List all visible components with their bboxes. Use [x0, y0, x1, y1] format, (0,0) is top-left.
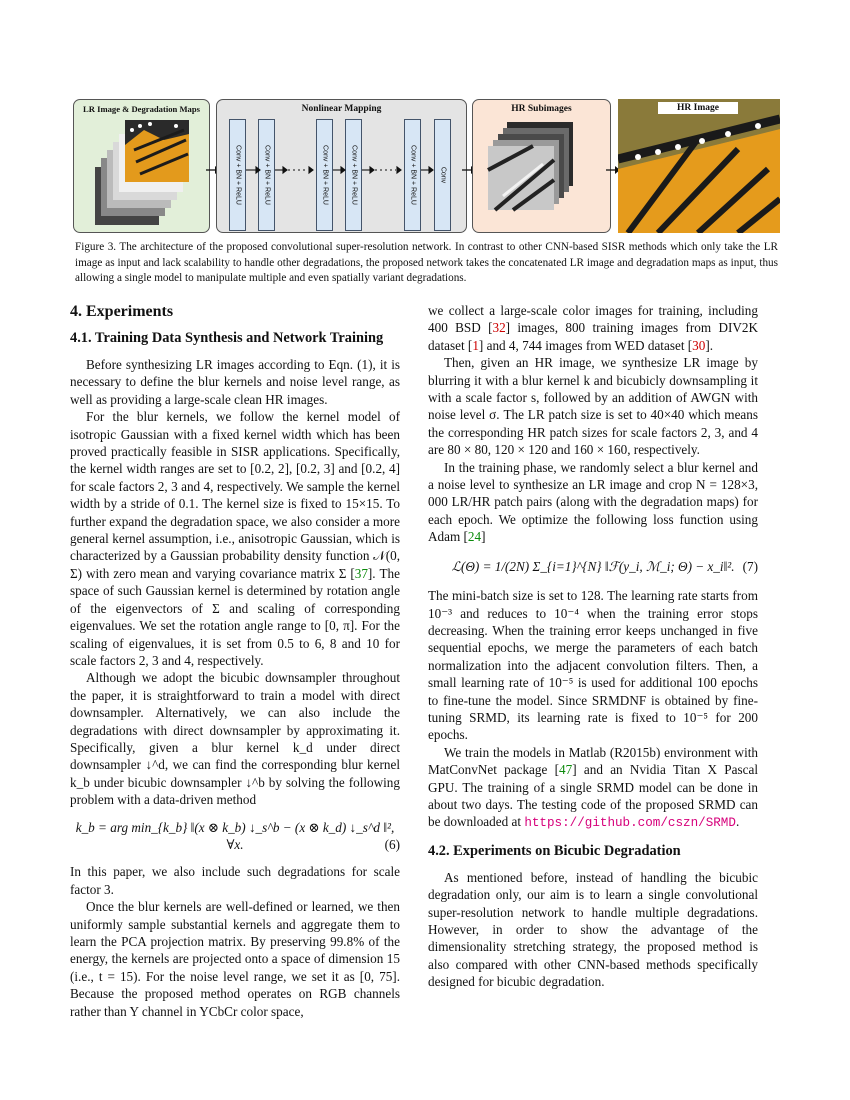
citation-link[interactable]: 1 — [472, 337, 479, 353]
panel-lr-title: LR Image & Degradation Maps — [83, 104, 200, 114]
section-heading-experiments: 4. Experiments — [70, 303, 174, 320]
degradation-map-stack — [74, 100, 211, 234]
paragraph: Then, given an HR image, we synthesize LR image by blurring it with a blur kernel k and bicubicly downsampling it with a scale factor s, followed by an addition of AWGN with noise level σ. The LR patch size is set to 40×40 which means the corresponding HR patch sizes for scale factors 2, 3, and 4 are 80 × 80, 120 × 120 and 160 × 160, respectively. — [428, 355, 758, 458]
hr-image-butterfly — [618, 99, 780, 233]
citation-link[interactable]: 37 — [354, 565, 368, 581]
code-url-link[interactable]: https://github.com/cszn/SRMD — [524, 816, 736, 831]
left-column — [70, 302, 400, 1020]
paragraph-implementation: We train the models in Matlab (R2015b) environment with MatConvNet package [47] and an Nvidia Titan X Pascal GPU. The training of a single SRMD model can be done in about two days. The testing code of the proposed SRMD can be downloaded at https://github.com/cszn/SRMD. — [428, 744, 758, 831]
right-column — [428, 302, 758, 991]
paragraph: The mini-batch size is set to 128. The learning rate starts from 10⁻³ and reduces to 10⁻⁴ when the training error stops decreasing. When the training error keeps unchanged in five sequential epochs, we merge the parameters of each batch normalization into the adjacent convolution filters. Then, a small learning rate of 10⁻⁵ is used for additional 100 epochs to fine-tune the model. Since SRMDNF is obtained by fine-tuning SRMD, its learning rate is fixed to 10⁻⁵ for 200 epochs. — [428, 588, 758, 743]
conv-block-2: Conv + BN + ReLU — [258, 119, 275, 231]
citation-link[interactable]: 24 — [467, 529, 482, 545]
citation-link[interactable]: 47 — [559, 762, 573, 778]
paragraph-training-phase: In the training phase, we randomly select a blur kernel and a noise level to synthesize an LR image and crop N = 128×3, 000 LR/HR patch pairs (along with the degradation maps) for each epoch. We optimize the following loss function using Adam [24] — [428, 459, 758, 545]
conv-block-3: Conv + BN + ReLU — [316, 119, 333, 231]
subsection-heading-bicubic: 4.2. Experiments on Bicubic Degradation — [428, 842, 681, 859]
conv-block-5: Conv + BN + ReLU — [404, 119, 421, 231]
paragraph: As mentioned before, instead of handling the bicubic degradation only, our aim is to learn a single convolutional super-resolution network to handle multiple degradations. However, in order to show the advantage of the dimensionality stretching strategy, the proposed method is also compared with other CNN-based methods specifically designed for bicubic degradation. — [428, 869, 758, 990]
panel-hr-image — [618, 99, 780, 233]
equation-7: ℒ(Θ) = 1/(2N) Σ_{i=1}^{N} ‖ℱ(y_i, ℳ_i; Θ) − x_i‖². (7) — [451, 558, 758, 574]
conv-block-1: Conv + BN + ReLU — [229, 119, 246, 231]
equation-number: (6) — [384, 836, 400, 852]
paragraph-datasets: we collect a large-scale color images for training, including 400 BSD [32] images, 800 training images from DIV2K dataset [1] and 4, 744 images from WED dataset [30]. — [428, 303, 759, 353]
equation-number: (7) — [742, 558, 758, 574]
figure-caption: Figure 3. The architecture of the proposed convolutional super-resolution network. In contrast to other CNN-based SISR methods which only take the LR image as input and lack scalability to handle other degradations, the proposed network takes the concatenated LR image and degradation maps as input, thus allowing a single model to manipulate multiple and even spatially variant degradations. — [75, 241, 778, 285]
paragraph: Although we adopt the bicubic downsampler throughout the paper, it is straightforward to train a model with direct downsampler. Alternatively, we can also include the degradations with direct downsampler by approximating it. Specifically, given a blur kernel k_d under direct downsampler ↓^d, we can find the corresponding blur kernel k_b under bicubic downsampler ↓^b by solving the following problem with a data-driven method — [70, 670, 400, 808]
panel-lr-image — [73, 99, 210, 233]
conv-connectors — [216, 160, 467, 180]
hr-subimage-stack — [473, 100, 612, 234]
paragraph-blur-kernels: For the blur kernels, we follow the kernel model of isotropic Gaussian with a fixed kernel width which has been proved practically feasible in SISR applications. Specifically, the kernel width ranges are set to [0.2, 2], [0.2, 3] and [0.2, 4] for scale factors 2, 3 and 4, respectively. We sample the kernel width by a stride of 0.1. The kernel size is fixed to 15×15. To further expand the degradation space, we also consider a more general kernel assumption, i.e., anisotropic Gaussian, which is characterized by a Gaussian probability density function 𝒩(0, Σ) with zero mean and varying covariance matrix Σ [37]. The space of such Gaussian kernel is determined by rotation angle of the eigenvectors of Σ and scaling of corresponding eigenvalues. We set the rotation angle range to [0, π]. For the scaling of eigenvalues, it is set from 0.5 to 6, 8 and 10 for scale factors 2, 3 and 4, respectively. — [70, 409, 400, 668]
paragraph: Before synthesizing LR images according to Eqn. (1), it is necessary to define the blur kernels and noise level range, as well as providing a large-scale clean HR images. — [70, 357, 400, 407]
panel-hr-title: HR Image — [658, 102, 738, 114]
panel-nm-title: Nonlinear Mapping — [301, 104, 382, 114]
citation-link[interactable]: 30 — [692, 337, 706, 353]
panel-sub-title: HR Subimages — [511, 104, 572, 114]
equation-6: k_b = arg min_{k_b} ‖(x ⊗ k_b) ↓_s^b − (x ⊗ k_d) ↓_s^d ‖², ∀x. (6) — [75, 819, 400, 852]
subsection-heading-training: 4.1. Training Data Synthesis and Network Training — [70, 330, 384, 346]
paragraph: In this paper, we also include such degradations for scale factor 3. — [70, 864, 400, 897]
conv-block-final: Conv — [434, 119, 451, 231]
citation-link[interactable]: 32 — [492, 320, 506, 336]
panel-hr-subimages — [472, 99, 611, 233]
paragraph: Once the blur kernels are well-defined or learned, we then uniformly sample substantial kernels and aggregate them to learn the PCA projection matrix. By preserving 99.8% of the energy, the kernels are projected onto a space of dimension 15 (i.e., t = 15). For the noise level range, we set it as [0, 75]. Because the proposed method operates on RGB channels rather than Y channel in YCbCr color space, — [70, 899, 400, 1019]
conv-block-4: Conv + BN + ReLU — [345, 119, 362, 231]
